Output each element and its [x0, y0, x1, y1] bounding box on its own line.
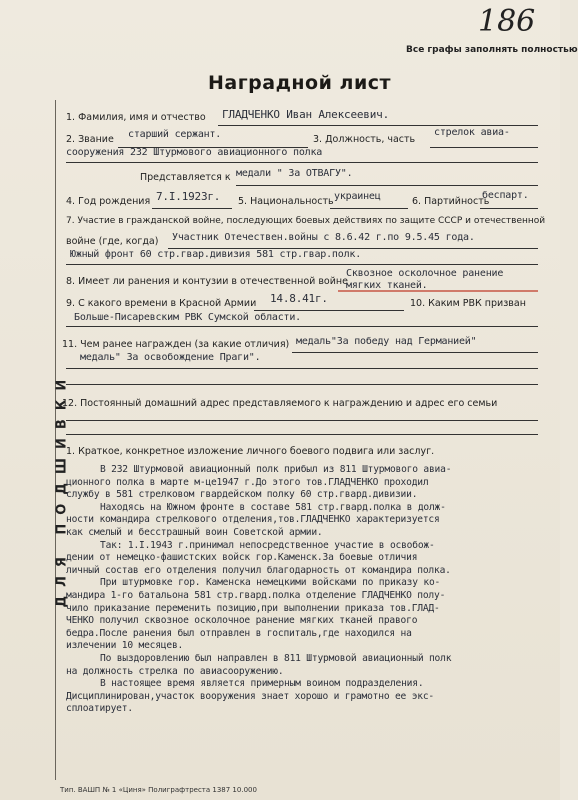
field-10-label: 10. Каким РВК призван [410, 298, 526, 309]
field-12-line-1 [66, 420, 538, 421]
field-2-label: 2. Звание [66, 134, 114, 145]
field-3-line [430, 147, 538, 148]
feat-line: В настоящее время является примерным воином подразделения. [100, 678, 424, 690]
field-11-line-3 [66, 384, 538, 385]
field-3-line-2 [66, 162, 538, 163]
field-6-line [480, 208, 538, 209]
field-11-value-2: медаль" За освобождение Праги". [80, 352, 261, 363]
field-9-label: 9. С какого времени в Красной Армии [66, 298, 257, 309]
feat-line: При штурмовке гор. Каменска немецкими войсками по приказу ко- [100, 577, 441, 589]
footer-imprint: Тип. ВАШП № 1 «Циня» Полиграфтреста 1387 10.000 [60, 786, 257, 794]
feat-line: излечении 10 месяцев. [66, 640, 184, 652]
field-3-label: 3. Должность, часть [313, 134, 416, 145]
field-9-line [254, 310, 404, 311]
field-11-value-1: медаль"За победу над Германией" [296, 336, 477, 347]
field-8-value-2: мягких тканей. [346, 280, 428, 291]
field-5-line [330, 208, 408, 209]
feat-line: чило приказание переменить позицию,при выполнении приказа тов.ГЛАД- [66, 602, 440, 614]
field-4-value: 7.I.1923г. [156, 190, 221, 203]
field-11-line-2 [66, 368, 538, 369]
feat-heading: 1. Краткое, конкретное изложение личного боевого подвига или заслуг. [66, 446, 435, 457]
field-10-value: Больше-Писаревским РВК Сумской области. [74, 312, 301, 323]
feat-line: личный состав его отделения получил благодарность от командира полка. [66, 564, 451, 576]
feat-line: мандира 1-го батальона 581 стр.гвард.полка отделение ГЛАДЧЕНКО полу- [66, 590, 446, 601]
field-8-label: 8. Имеет ли ранения и контузии в отечественной войне [66, 276, 348, 287]
feat-line: ционного полка в марте м-це1947 г.До этого тов.ГЛАДЧЕНКО проходил [66, 476, 429, 488]
fill-all-notice: Все графы заполнять полностью [406, 45, 578, 55]
field-3-value-2: сооружения 232 Штурмового авиационного полка [66, 147, 323, 158]
feat-line: сплоатирует. [66, 703, 133, 715]
feat-line: на должность стрелка по авиасооружению. [66, 665, 284, 677]
field-10-line [66, 326, 538, 327]
feat-line: дении от немецко-фашистских войск гор.Каменск.За боевые отличия [66, 552, 418, 564]
binding-label: ДЛЯ ПОДШИВКИ [54, 370, 70, 608]
field-12-label: 12. Постоянный домашний адрес представляемого к награждению и адрес его семьи [62, 398, 498, 409]
field-11-line-1 [292, 352, 538, 353]
feat-line: как смелый и бесстрашный воин Советской армии. [66, 527, 323, 538]
field-5-value: украинец [334, 191, 381, 202]
field-4-line [152, 208, 232, 209]
presented-for-value: медали " За ОТВАГУ". [236, 168, 353, 179]
field-7-label-1: 7. Участие в гражданской войне, последующих боевых действиях по защите СССР и отечественной [66, 216, 546, 226]
field-6-label: 6. Партийность [412, 196, 490, 207]
field-4-label: 4. Год рождения [66, 196, 151, 207]
feat-line: ности командира стрелкового отделения,тов.ГЛАДЧЕНКО характеризуется [66, 514, 440, 526]
feat-line: ЧЕНКО получил сквозное осколочное ранение мягких тканей правого [66, 615, 418, 627]
page-title: Наградной лист [208, 72, 392, 94]
field-11-label: 11. Чем ранее награжден (за какие отличия) [62, 339, 290, 350]
feat-line: Так: 1.I.1943 г.принимал непосредственное участие в освобож- [100, 539, 435, 551]
field-7-value-1: Участник Отечествен.войны с 8.6.42 г.по 9.5.45 года. [172, 232, 475, 243]
feat-line: службу в 581 стрелковом гвардейском полку 60 стр.гвард.дивизии. [66, 489, 418, 501]
field-5-label: 5. Национальность [238, 196, 334, 207]
feat-line: В 232 Штурмовой авиационный полк прибыл из 811 Штурмового авиа- [100, 464, 452, 475]
feat-line: Находясь на Южном фронте в составе 581 стр.гвард.полка в долж- [100, 501, 446, 513]
feat-line: Дисциплинирован,участок вооружения знает хорошо и грамотно ее экс- [66, 690, 435, 702]
field-1-label: 1. Фамилия, имя и отчество [66, 112, 206, 123]
field-7-label-2: войне (где, когда) [66, 236, 159, 247]
field-7-value-2: Южный фронт 60 стр.гвар.дивизия 581 стр.гвар.полк. [70, 249, 362, 260]
field-1-line [218, 125, 538, 126]
presented-for-label: Представляется к [140, 172, 231, 183]
presented-for-line [236, 185, 538, 186]
feat-line: По выздоровлению был направлен в 811 Штурмовой авиационный полк [100, 653, 452, 664]
field-9-value: 14.8.41г. [270, 292, 328, 305]
feat-line: бедра.После ранения был отправлен в госпиталь,где находился на [66, 627, 412, 639]
field-3-value-1: стрелок авиа- [434, 127, 510, 138]
field-8-value-1: Сквозное осколочное ранение [346, 268, 504, 279]
field-1-value: ГЛАДЧЕНКО Иван Алексеевич. [222, 108, 389, 121]
field-6-value: беспарт. [482, 190, 529, 201]
field-7-line-2 [66, 264, 538, 265]
page-number: 186 [478, 4, 536, 39]
field-12-line-2 [66, 434, 538, 435]
field-2-value: старший сержант. [128, 129, 222, 140]
